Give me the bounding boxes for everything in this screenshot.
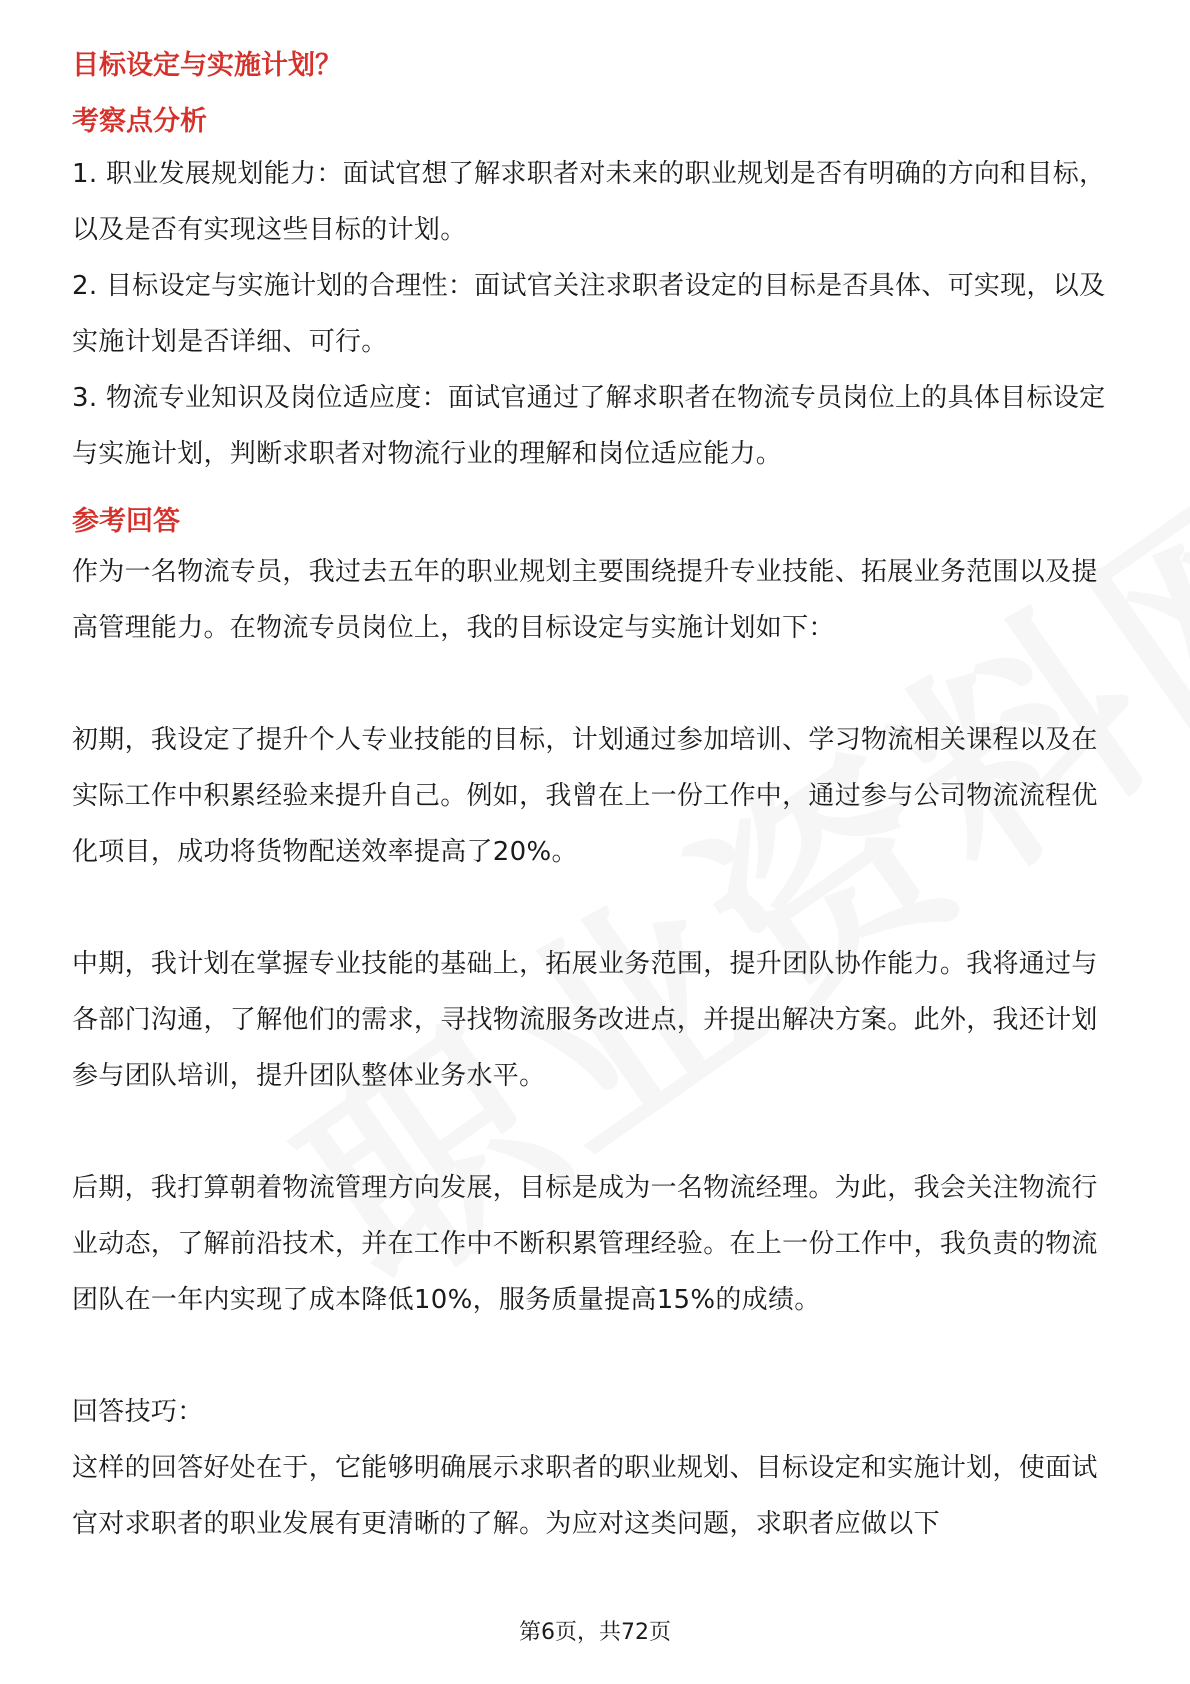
- paragraph-gap: [72, 1104, 1122, 1160]
- analysis-point: 2. 目标设定与实施计划的合理性：面试官关注求职者设定的目标是否具体、可实现，以及实施计划是否详细、可行。: [72, 271, 1106, 357]
- analysis-title: 考察点分析: [72, 106, 207, 137]
- tips-title: 回答技巧：: [72, 1397, 204, 1427]
- answer-title: 参考回答: [72, 506, 180, 537]
- paragraph-gap: [72, 880, 1122, 936]
- answer-early-stage: 初期，我设定了提升个人专业技能的目标，计划通过参加培训、学习物流相关课程以及在实际工作中积累经验来提升自己。例如，我曾在上一份工作中，通过参与公司物流流程优化项目，成功将货物配送效率提高了20%。: [72, 725, 1098, 867]
- question-title: 目标设定与实施计划？: [72, 50, 342, 81]
- content-area: [72, 48, 1122, 1552]
- page-number: 第6页，共72页: [519, 1620, 671, 1645]
- answer-intro: 作为一名物流专员，我过去五年的职业规划主要围绕提升专业技能、拓展业务范围以及提高管理能力。在物流专员岗位上，我的目标设定与实施计划如下：: [72, 557, 1098, 643]
- analysis-point: 3. 物流专业知识及岗位适应度：面试官通过了解求职者在物流专员岗位上的具体目标设定与实施计划，判断求职者对物流行业的理解和岗位适应能力。: [72, 383, 1106, 469]
- paragraph-gap: [72, 1328, 1122, 1384]
- analysis-point: 1. 职业发展规划能力：面试官想了解求职者对未来的职业规划是否有明确的方向和目标，以及是否有实现这些目标的计划。: [72, 159, 1106, 245]
- answer-later-stage: 后期，我打算朝着物流管理方向发展，目标是成为一名物流经理。为此，我会关注物流行业动态，了解前沿技术，并在工作中不断积累管理经验。在上一份工作中，我负责的物流团队在一年内实现了成本降低10%，服务质量提高15%的成绩。: [72, 1173, 1098, 1315]
- answer-middle-stage: 中期，我计划在掌握专业技能的基础上，拓展业务范围，提升团队协作能力。我将通过与各部门沟通，了解他们的需求，寻找物流服务改进点，并提出解决方案。此外，我还计划参与团队培训，提升团队整体业务水平。: [72, 949, 1098, 1091]
- tips-text: 这样的回答好处在于，它能够明确展示求职者的职业规划、目标设定和实施计划，使面试官对求职者的职业发展有更清晰的了解。为应对这类问题，求职者应做以下: [72, 1453, 1098, 1539]
- paragraph-gap: [72, 656, 1122, 712]
